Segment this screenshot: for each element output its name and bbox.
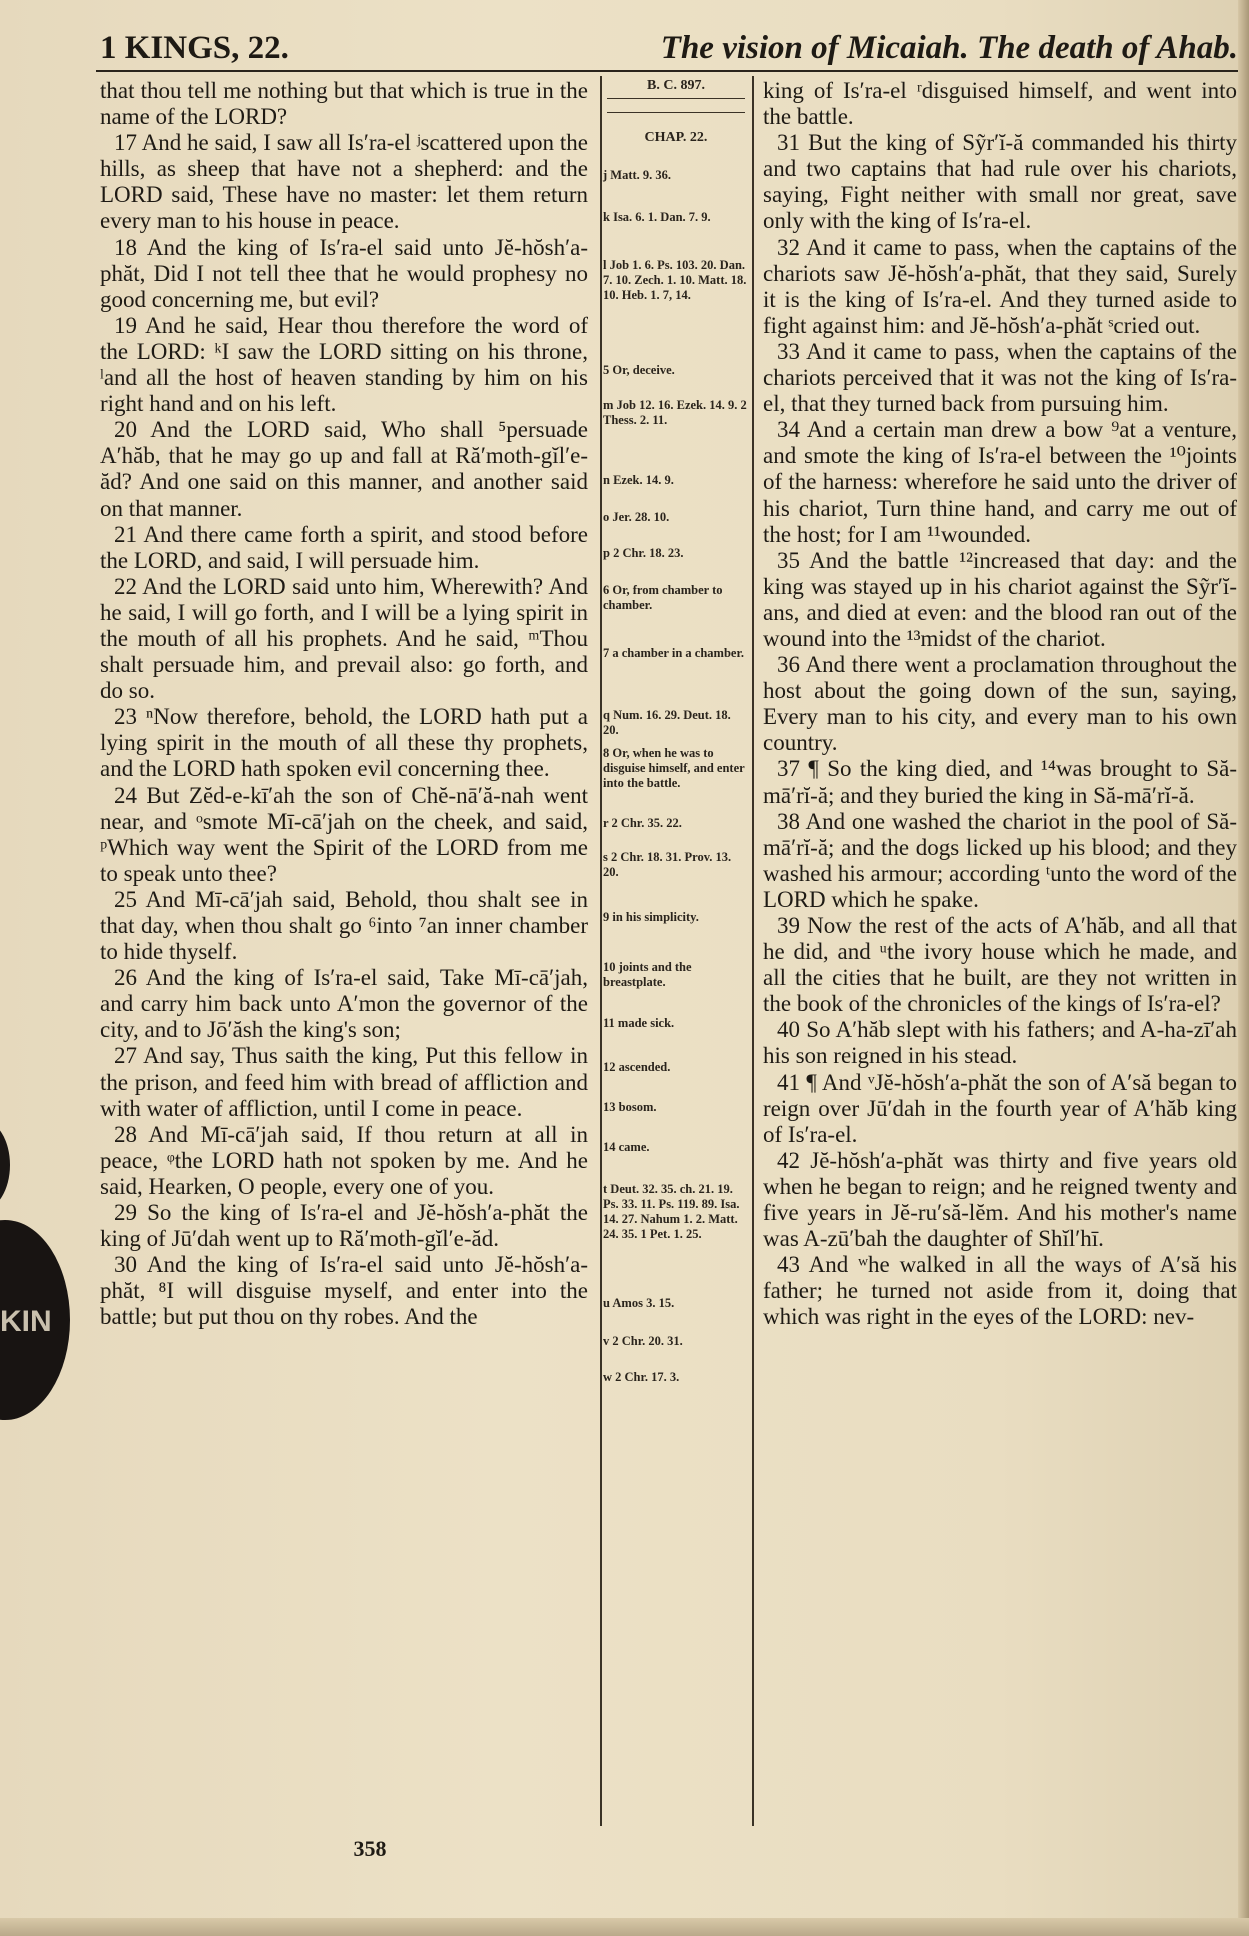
margin-note: l Job 1. 6. Ps. 103. 20. Dan. 7. 10. Zech. 1. 10. Matt. 18. 10. Heb. 1. 7, 14.: [603, 258, 747, 302]
verse-paragraph: 37 ¶ So the king died, and ¹⁴was brought to Să-mā′rĭ-ă; and they buried the king in Să-mā′rĭ-ă.: [763, 756, 1237, 808]
verse-paragraph: 36 And there went a proclamation throughout the host about the going down of the sun, saying, Every man to his city, and every man to his own country.: [763, 652, 1237, 756]
verse-paragraph: 23 ⁿNow therefore, behold, the LORD hath put a lying spirit in the mouth of all these thy prophets, and the LORD hath spoken evil concerning thee.: [100, 704, 588, 782]
page-bottom-edge: [0, 1918, 1249, 1936]
verse-paragraph: 26 And the king of Is′ra-el said, Take Mī-cā′jah, and carry him back unto A′mon the governor of the city, and to Jō′ăsh the king's son;: [100, 965, 588, 1043]
verse-paragraph: 31 But the king of Sỹr′ĭ-ă commanded his thirty and two captains that had rule over his chariots, saying, Fight neither with small nor great, save only with the king of Is′ra-el.: [763, 130, 1237, 234]
margin-note: n Ezek. 14. 9.: [603, 473, 674, 487]
verse-paragraph: 21 And there came forth a spirit, and stood before the LORD, and said, I will persuade him.: [100, 521, 588, 573]
margin-note: 10 joints and the breastplate.: [603, 960, 692, 989]
header-rule: [96, 70, 1242, 72]
margin-note: 13 bosom.: [603, 1100, 657, 1114]
margin-note: u Amos 3. 15.: [603, 1296, 675, 1310]
margin-note: 5 Or, deceive.: [603, 363, 675, 377]
verse-paragraph: 24 But Zĕd-e-kī′ah the son of Chĕ-nā′ă-nah went near, and ᵒsmote Mī-cā′jah on the cheek, and said, ᵖWhich way went the Spirit of the LORD from me to speak unto thee?: [100, 782, 588, 886]
verse-paragraph: 40 So A′hăb slept with his fathers; and A-ha-zī′ah his son reigned in his stead.: [763, 1017, 1237, 1069]
verse-paragraph: 20 And the LORD said, Who shall ⁵persuade A′hăb, that he may go up and fall at Ră′moth-gĭl′e-ăd? And one said on this manner, and another said on that manner.: [100, 417, 588, 521]
margin-note: 14 came.: [603, 1140, 650, 1154]
section-titles: The vision of Micaiah. The death of Ahab.: [660, 30, 1238, 66]
page-header: [100, 26, 1238, 70]
verse-paragraph: 34 And a certain man drew a bow ⁹at a venture, and smote the king of Is′ra-el between the ¹⁰joints of the harness: wherefore he said unto the driver of his chariot, Turn thine hand, and carry me out of the host; for I am ¹¹wounded.: [763, 417, 1237, 547]
verse-paragraph: 17 And he said, I saw all Is′ra-el ʲscattered upon the hills, as sheep that have not a shepherd: and the LORD said, These have no master: let them return every man to his house in peace.: [100, 130, 588, 234]
column-divider-left: [600, 76, 602, 1826]
margin-note: 11 made sick.: [603, 1016, 675, 1030]
margin-rule: [607, 98, 745, 99]
verse-paragraph: 25 And Mī-cā′jah said, Behold, thou shalt see in that day, when thou shalt go ⁶into ⁷an inner chamber to hide thyself.: [100, 886, 588, 965]
cross-reference-margin: [603, 78, 749, 1838]
verse-paragraph: king of Is′ra-el ʳdisguised himself, and went into the battle.: [763, 78, 1237, 130]
margin-note: m Job 12. 16. Ezek. 14. 9. 2 Thess. 2. 11.: [603, 398, 747, 427]
verse-paragraph: 22 And the LORD said unto him, Wherewith? And he said, I will go forth, and I will be a lying spirit in the mouth of all his prophets. And he said, ᵐThou shalt persuade him, and prevail also: go forth, and do so.: [100, 573, 588, 704]
verse-paragraph: that thou tell me nothing but that which is true in the name of the LORD?: [100, 78, 588, 130]
margin-note: s 2 Chr. 18. 31. Prov. 13. 20.: [603, 850, 732, 879]
margin-note: 9 in his simplicity.: [603, 910, 699, 924]
margin-rule: [607, 112, 745, 113]
verse-paragraph: 19 And he said, Hear thou therefore the word of the LORD: ᵏI saw the LORD sitting on his throne, ˡand all the host of heaven standing by him on his right hand and on his left.: [100, 312, 588, 417]
margin-note: t Deut. 32. 35. ch. 21. 19. Ps. 33. 11. Ps. 119. 89. Isa. 14. 27. Nahum 1. 2. Matt. 24. 35. 1 Pet. 1. 25.: [603, 1182, 740, 1241]
book-chapter-heading: 1 KINGS, 22.: [100, 30, 289, 66]
margin-note: 12 ascended.: [603, 1060, 671, 1074]
verse-paragraph: 41 ¶ And ᵛJĕ-hŏsh′a-phăt the son of A′să began to reign over Jū′dah in the fourth year of A′hăb king of Is′ra-el.: [763, 1069, 1237, 1147]
margin-note: 7 a chamber in a chamber.: [603, 646, 744, 660]
page-edge: [1238, 0, 1249, 1936]
verse-paragraph: 39 Now the rest of the acts of A′hăb, and all that he did, and ᵘthe ivory house which he made, and all the cities that he built, are they not written in the book of the chronicles of the kings of Is′ra-el?: [763, 913, 1237, 1017]
binding-tab-label: KIN: [0, 1305, 52, 1338]
margin-note: B. C. 897.: [647, 78, 705, 93]
margin-note: q Num. 16. 29. Deut. 18. 20.: [603, 708, 731, 737]
column-divider-right: [752, 76, 754, 1826]
left-text-column: [100, 78, 588, 1838]
right-text-column: [763, 78, 1237, 1838]
margin-note: v 2 Chr. 20. 31.: [603, 1334, 683, 1348]
verse-paragraph: 28 And Mī-cā′jah said, If thou return at all in peace, ᵠthe LORD hath not spoken by me. And he said, Hearken, O people, every one of you.: [100, 1121, 588, 1199]
verse-paragraph: 42 Jĕ-hŏsh′a-phăt was thirty and five years old when he began to reign; and he reigned twenty and five years in Jĕ-ru′să-lĕm. And his mother's name was A-zū′bah the daughter of Shĭl′hī.: [763, 1147, 1237, 1252]
page-number: 358: [353, 1836, 387, 1861]
verse-paragraph: 27 And say, Thus saith the king, Put this fellow in the prison, and feed him with bread of affliction and with water of affliction, until I come in peace.: [100, 1043, 588, 1121]
margin-note: k Isa. 6. 1. Dan. 7. 9.: [603, 210, 711, 224]
binding-tab-top: [0, 1120, 10, 1210]
verse-paragraph: 43 And ʷhe walked in all the ways of A′să his father; he turned not aside from it, doing that which was right in the eyes of the LORD: nev-: [763, 1252, 1237, 1330]
verse-paragraph: 30 And the king of Is′ra-el said unto Jĕ-hŏsh′a-phăt, ⁸I will disguise myself, and enter into the battle; but put thou on thy robes. And the: [100, 1252, 588, 1330]
verse-paragraph: 33 And it came to pass, when the captains of the chariots perceived that it was not the king of Is′ra-el, that they turned back from pursuing him.: [763, 338, 1237, 417]
verse-paragraph: 32 And it came to pass, when the captains of the chariots saw Jĕ-hŏsh′a-phăt, that they said, Surely it is the king of Is′ra-el. And they turned aside to fight against him: and Jĕ-hŏsh′a-phăt ˢcried out.: [763, 234, 1237, 338]
margin-note: r 2 Chr. 35. 22.: [603, 816, 682, 830]
margin-note: 8 Or, when he was to disguise himself, and enter into the battle.: [603, 746, 745, 790]
verse-paragraph: 29 So the king of Is′ra-el and Jĕ-hŏsh′a-phăt the king of Jū′dah went up to Ră′moth-gĭl′e-ăd.: [100, 1200, 588, 1252]
margin-note: 6 Or, from chamber to chamber.: [603, 583, 723, 612]
margin-note: p 2 Chr. 18. 23.: [603, 546, 684, 560]
verse-paragraph: 38 And one washed the chariot in the pool of Să-mā′rĭ-ă; and the dogs licked up his blood; and they washed his armour; according ᵗunto the word of the LORD which he spake.: [763, 808, 1237, 912]
verse-paragraph: 35 And the battle ¹²increased that day: and the king was stayed up in his chariot against the Sỹr′ĭ-ans, and died at even: and the blood ran out of the wound into the ¹³midst of the chariot.: [763, 547, 1237, 651]
margin-note: CHAP. 22.: [644, 130, 708, 145]
verse-paragraph: 18 And the king of Is′ra-el said unto Jĕ-hŏsh′a-phăt, Did I not tell thee that he would prophesy no good concerning me, but evil?: [100, 234, 588, 312]
margin-note: w 2 Chr. 17. 3.: [603, 1370, 680, 1384]
margin-note: o Jer. 28. 10.: [603, 510, 670, 524]
margin-note: j Matt. 9. 36.: [603, 168, 672, 182]
